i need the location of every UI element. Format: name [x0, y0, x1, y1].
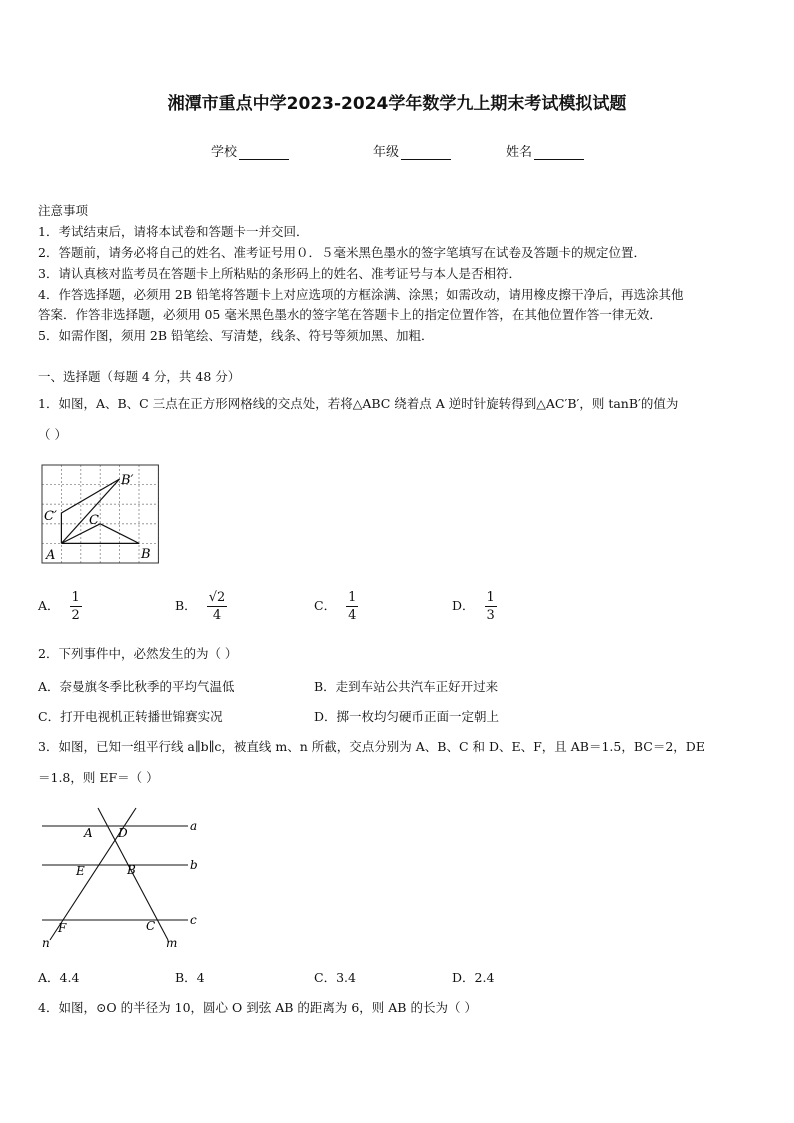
q1-option-c[interactable] — [314, 589, 358, 624]
section-heading: 一、选择题（每题 4 分，共 48 分） — [38, 369, 241, 384]
label-E: E — [76, 864, 85, 878]
notice-item: 1．考试结束后，请将本试卷和答题卡一并交回． — [38, 224, 309, 239]
q3-option-c[interactable]: C．3.4 — [314, 970, 356, 985]
sqrt-sign: √ — [208, 590, 217, 605]
label-m: m — [166, 936, 178, 950]
school-field[interactable] — [211, 141, 289, 160]
q3-option-d[interactable]: D．2.4 — [452, 970, 495, 985]
fraction — [70, 589, 82, 624]
name-label: 姓名 — [506, 145, 533, 160]
grade-label: 年级 — [373, 145, 400, 160]
notice-heading: 注意事项 — [38, 203, 89, 218]
label-C-prime: C′ — [44, 509, 57, 524]
notice-item: 4．作答选择题，必须用 2B 铅笔将答题卡上对应选项的方框涂满、涂黑；如需改动，请用橡皮擦干净后，再选涂其他 — [38, 287, 684, 302]
label-B-prime: B′ — [121, 473, 134, 488]
q1-option-a[interactable] — [38, 589, 82, 624]
q2-stem: 2．下列事件中，必然发生的为（ ） — [38, 646, 238, 661]
fraction — [346, 589, 358, 624]
label-D: D — [118, 826, 128, 840]
name-blank[interactable] — [534, 147, 584, 160]
grade-field[interactable] — [373, 141, 451, 160]
q2-option-d[interactable]: D．掷一枚均匀硬币正面一定朝上 — [314, 709, 500, 724]
label-a: a — [190, 819, 198, 833]
label-C: C — [146, 919, 156, 933]
denominator: 3 — [486, 608, 495, 623]
q3-stem-cont: ＝1.8，则 EF＝（ ） — [38, 770, 159, 785]
label-n: n — [42, 936, 50, 950]
grade-blank[interactable] — [401, 147, 451, 160]
q1-grid-figure — [38, 462, 166, 568]
fraction — [207, 589, 228, 624]
q1-option-b[interactable] — [175, 589, 227, 624]
school-label: 学校 — [211, 145, 238, 160]
q2-option-c[interactable]: C．打开电视机正转播世锦赛实况 — [38, 709, 223, 724]
name-field[interactable] — [506, 141, 584, 160]
option-label: D． — [452, 598, 475, 613]
q3-stem: 3．如图，已知一组平行线 a∥b∥c，被直线 m、n 所截，交点分别为 A、B、C 和 D、E、F，且 AB＝1.5，BC＝2，DE — [38, 739, 705, 754]
q3-parallel-lines-figure — [38, 806, 208, 951]
page-title: 湘潭市重点中学2023-2024学年数学九上期末考试模拟试题 — [167, 94, 627, 114]
denominator: 4 — [348, 608, 357, 623]
q1-option-d[interactable] — [452, 589, 497, 624]
q3-option-b[interactable]: B．4 — [175, 970, 205, 985]
q4-stem: 4．如图，⊙O 的半径为 10，圆心 O 到弦 AB 的距离为 6，则 AB 的长为（ ） — [38, 1000, 477, 1015]
q2-option-a[interactable]: A．奈曼旗冬季比秋季的平均气温低 — [38, 679, 235, 694]
option-label: C． — [314, 598, 337, 613]
label-A: A — [84, 826, 93, 840]
numerator: 1 — [486, 590, 495, 605]
label-c: c — [190, 913, 197, 927]
radicand: 2 — [216, 590, 226, 605]
school-blank[interactable] — [239, 147, 289, 160]
notice-item: 3．请认真核对监考员在答题卡上所粘贴的条形码上的姓名、准考证号与本人是否相符． — [38, 266, 521, 281]
denominator: 2 — [71, 608, 80, 623]
notice-item: 2．答题前，请务必将自己的姓名、准考证号用０．５毫米黑色墨水的签字笔填写在试卷及答题卡的规定位置． — [38, 245, 646, 260]
label-B: B — [127, 863, 136, 877]
q1-stem: 1．如图，A、B、C 三点在正方形网格线的交点处，若将△ABC 绕着点 A 逆时针旋转得到△AC′B′，则 tanB′的值为 — [38, 396, 679, 411]
notice-item: 答案．作答非选择题，必须用 05 毫米黑色墨水的签字笔在答题卡上的指定位置作答，在其他位置作答一律无效． — [38, 307, 662, 322]
label-F: F — [58, 921, 67, 935]
label-C: C — [89, 513, 99, 528]
label-B: B — [141, 547, 151, 562]
notice-item: 5．如需作图，须用 2B 铅笔绘、写清楚，线条、符号等须加黑、加粗． — [38, 328, 434, 343]
numerator: 1 — [71, 590, 80, 605]
numerator: 1 — [348, 590, 357, 605]
numerator — [207, 589, 228, 607]
option-label: B． — [175, 598, 197, 613]
option-label: A． — [38, 598, 60, 613]
q1-stem-blank: （ ） — [38, 427, 67, 442]
denominator: 4 — [212, 608, 222, 623]
label-b: b — [190, 858, 198, 872]
fraction — [485, 589, 497, 624]
q2-option-b[interactable]: B．走到车站公共汽车正好开过来 — [314, 679, 499, 694]
label-A: A — [46, 548, 56, 563]
q3-option-a[interactable]: A．4.4 — [38, 970, 80, 985]
